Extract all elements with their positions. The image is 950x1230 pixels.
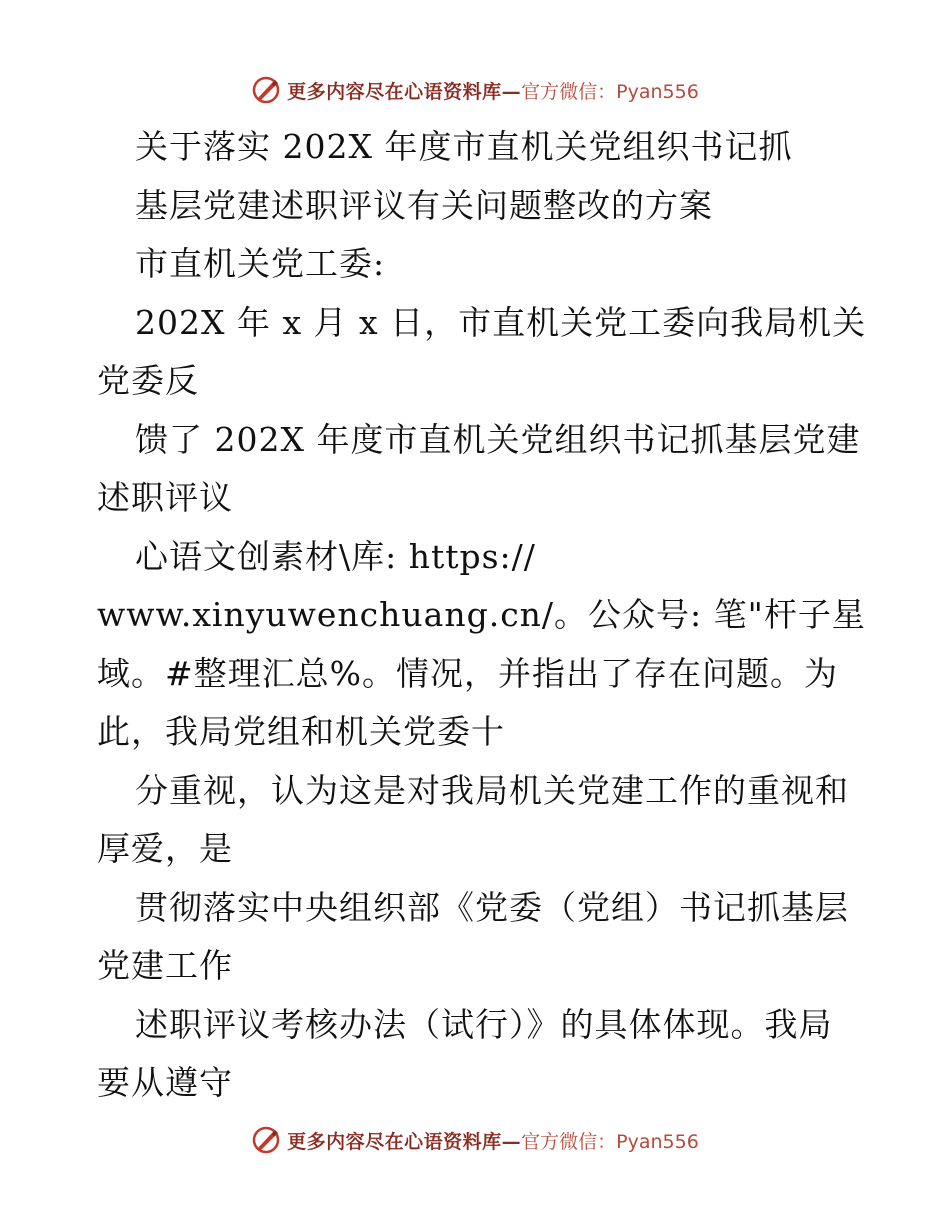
banner-text: 更多内容尽在心语资料库— <box>287 80 522 103</box>
title-line-2: 基层党建述职评议有关问题整改的方案 <box>135 185 713 225</box>
banner-text: 更多内容尽在心语资料库— <box>287 1130 522 1153</box>
paragraph-line: 党建工作 <box>97 946 233 985</box>
banner-wechat: 官方微信：Pyan556 <box>521 1130 699 1153</box>
paragraph-line: 述职评议考核办法（试行）》的具体体现。我局 <box>135 1004 833 1044</box>
paragraph-line: 域。#整理汇总%。情况，并指出了存在问题。为 <box>97 653 839 693</box>
paragraph-line: 此，我局党组和机关党委十 <box>97 712 505 751</box>
paragraph-line: 要从遵守 <box>97 1063 233 1102</box>
document-body <box>97 118 867 1113</box>
paragraph-line: 贯彻落实中央组织部《党委（党组）书记抓基层 <box>135 887 849 927</box>
pen-logo-icon <box>251 75 281 105</box>
paragraph-line: 分重视，认为这是对我局机关党建工作的重视和 <box>135 770 849 810</box>
pen-logo-icon <box>251 1125 281 1155</box>
paragraph-line: 党委反 <box>97 361 199 400</box>
header-banner <box>0 70 950 110</box>
title-line-1: 关于落实 202X 年度市直机关党组织书记抓 <box>135 127 793 166</box>
banner-wechat: 官方微信：Pyan556 <box>521 80 699 103</box>
footer-banner <box>0 1120 950 1160</box>
paragraph-line: 厚爱，是 <box>97 829 233 868</box>
salutation: 市直机关党工委: <box>135 244 386 283</box>
paragraph-line: 202X 年 x 月 x 日，市直机关党工委向我局机关 <box>135 302 867 342</box>
paragraph-line: 心语文创素材\库: https:// <box>135 536 536 576</box>
paragraph-line: 馈了 202X 年度市直机关党组织书记抓基层党建 <box>135 419 861 459</box>
paragraph-line: www.xinyuwenchuang.cn/。公众号: 笔"杆子星 <box>97 595 866 634</box>
paragraph-line: 述职评议 <box>97 478 233 517</box>
